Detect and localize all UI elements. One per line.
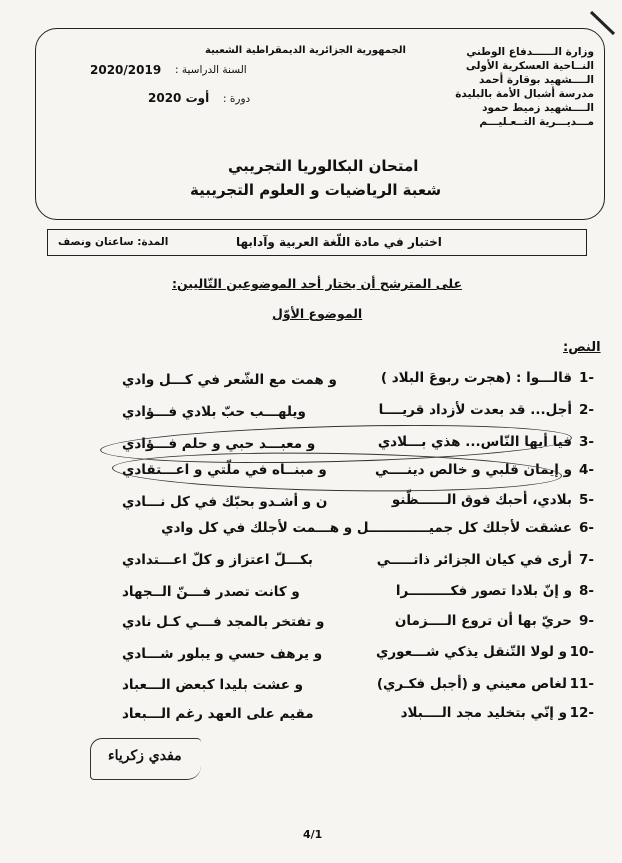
institution-line: وزارة الــــــدفاع الوطني	[466, 46, 594, 58]
verse-right: و إنّ بلادا تصور فكـــــــــرا	[395, 583, 572, 599]
topic-title: الموضوع الأوّل	[272, 306, 363, 321]
republic-title: الجمهورية الجزائرية الديمقراطية الشعبية	[205, 45, 406, 56]
verse-number: 8-	[579, 583, 594, 599]
verse-number: 7-	[579, 552, 594, 568]
verse-right: لغاص معيني و (أجبل فكـري)	[376, 676, 567, 692]
verse-left: و مبنــاه في ملّتي و اعـــتقادي	[122, 462, 327, 478]
verse-number: 4-	[579, 462, 594, 478]
verse-number: 10-	[569, 644, 594, 660]
exam-stream: شعبة الرياضيات و العلوم التجريبية	[190, 181, 442, 199]
verse-left: بكـــلّ اعتزاز و كلّ اعـــتدادي	[122, 552, 313, 568]
pen-circle-verse-4	[112, 449, 563, 495]
verse-left: ويلهـــب حبّ بلادي فـــؤادي	[122, 404, 306, 420]
verse-left: و معبـــد حبي و حلم فـــؤادي	[122, 436, 316, 452]
verse-number: 2-	[579, 402, 594, 418]
verse-right: عشقت لأجلك كل جميـــــــــــــل و هـــمت لأجلك في كل وادي	[161, 520, 572, 536]
verse-left: و عشت بليدا كبعض الـــعباد	[122, 677, 304, 693]
verse-number: 3-	[579, 434, 594, 450]
instruction-text: على المترشح أن يختار أحد الموضوعين التّاليين:	[172, 276, 463, 291]
verse-right: و إنّي بتخليد مجد الــــبلاد	[400, 705, 567, 721]
verse-right: فيا أيها النّاس... هذي بـــلادي	[377, 434, 572, 450]
page-number: 4/1	[303, 828, 323, 841]
verse-number: 11-	[569, 676, 594, 692]
verse-number: 5-	[579, 492, 594, 508]
verse-left: و كانت تصدر فـــنّ الــجهاد	[122, 584, 300, 600]
verse-right: بلادي، أحبك فوق الــــــظّنو	[391, 492, 572, 508]
handwritten-author: مفدي زكرياء	[108, 748, 182, 764]
verse-right: أجل... قد بعدت لأزداد قريــــا	[378, 402, 572, 418]
institution-line: مـــديـــرية التــعـليـــم	[479, 116, 594, 128]
verse-right: حريّ بها أن تروع الــــزمان	[394, 613, 572, 629]
verse-number: 9-	[579, 613, 594, 629]
verse-number: 12-	[569, 705, 594, 721]
verse-left: ن و أشـدو بحبّك في كل نـــادي	[122, 494, 328, 510]
verse-number: 1-	[579, 370, 594, 386]
institution-line: الــــشهيد بوقارة أحمد	[478, 74, 594, 86]
exam-title: امتحان البكالوريا التجريبي	[228, 157, 419, 175]
verse-left: و همت مع الشّعر في كـــل وادي	[122, 372, 337, 388]
institution-line: مدرسة أشبال الأمة بالبليدة	[455, 88, 594, 100]
verse-number: 6-	[579, 520, 594, 536]
exam-duration: المدة: ساعتان ونصف	[58, 236, 169, 248]
school-year-label: السنة الدراسية :	[175, 64, 247, 76]
verse-right: قالـــوا : (هجرت ربوعَ البلاد )	[380, 370, 572, 386]
verse-right: أرى في كيان الجزائر ذاتـــــي	[376, 552, 572, 568]
institution-line: الــــشهيد زميط حمود	[482, 102, 594, 114]
verse-right: و إيمان قلبي و خالص دينــــي	[374, 462, 572, 478]
text-label: النص:	[563, 340, 601, 355]
verse-left: مقيم على العهد رغم الـــبعاد	[122, 706, 314, 722]
school-year: 2020/2019	[90, 63, 162, 77]
subject-title: اختبار في مادة اللّغة العربية وآدابها	[236, 235, 442, 249]
verse-left: و تفتخر بالمجد فـــي كـل نادي	[122, 614, 325, 630]
verse-left: و يرهف حسي و يبلور شـــادي	[122, 646, 323, 662]
pen-stroke-corner	[588, 8, 618, 38]
session-value: أوت 2020	[148, 91, 210, 105]
institution-line: النــاحية العسكرية الأولى	[465, 60, 594, 72]
session-label: دورة :	[223, 93, 251, 105]
verse-right: و لولا التّنقل يذكي شـــعوري	[376, 644, 567, 660]
